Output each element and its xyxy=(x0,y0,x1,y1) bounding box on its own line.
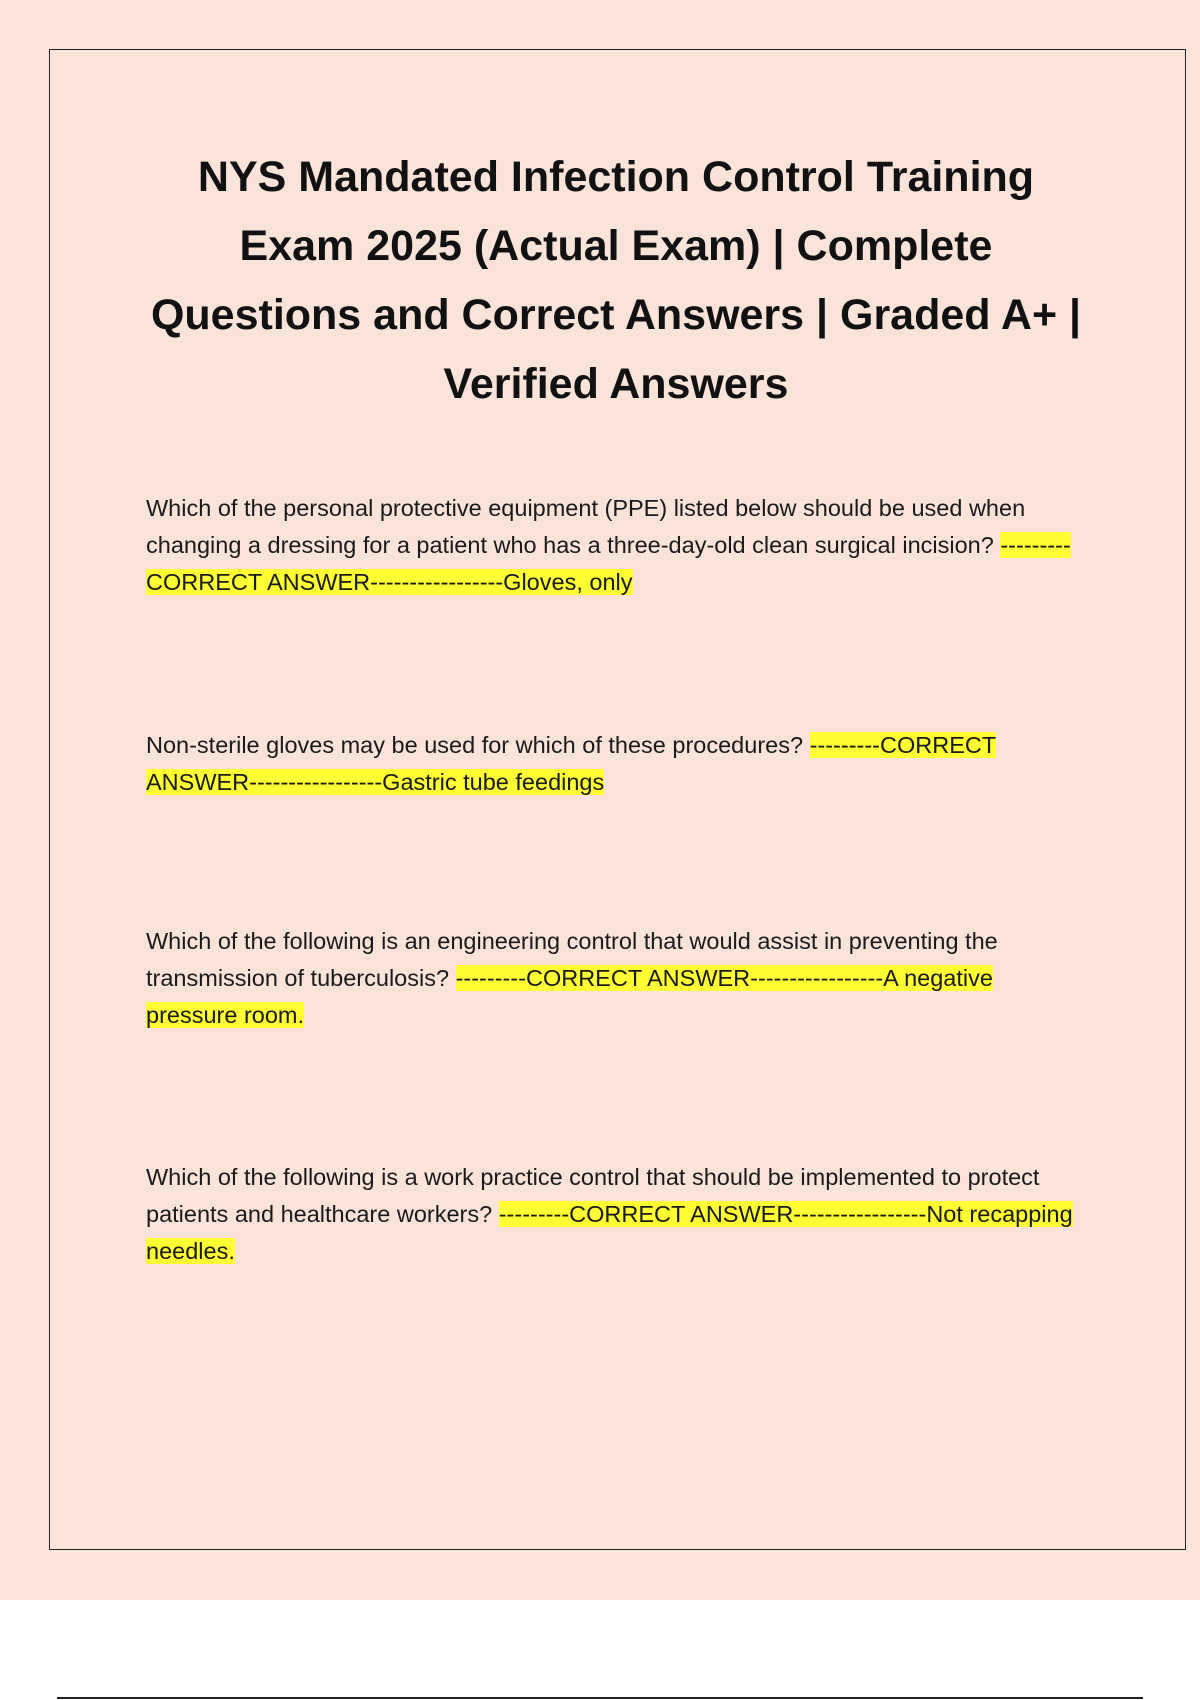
footer-divider xyxy=(57,1697,1143,1699)
question-text: Which of the personal protective equipment (PPE) listed below should be used when changing a dressing for a patient who has a three-day-old clean surgical incision? xyxy=(146,495,1026,558)
answer-highlight: ---------CORRECT ANSWER-----------------Gloves, only xyxy=(146,532,1071,595)
answer-highlight: ---------CORRECT ANSWER-----------------Not recapping needles. xyxy=(146,1201,1073,1264)
question-text: Which of the following is an engineering control that would assist in preventing the transmission of tuberculosis? xyxy=(146,928,998,991)
answer-highlight: ---------CORRECT ANSWER-----------------Gastric tube feedings xyxy=(146,732,997,795)
question-item xyxy=(146,923,1076,1034)
question-item xyxy=(146,490,1076,601)
question-item xyxy=(146,727,1076,801)
question-item xyxy=(146,1159,1076,1270)
question-text: Non-sterile gloves may be used for which of these procedures? xyxy=(146,732,810,758)
answer-highlight: ---------CORRECT ANSWER-----------------A negative pressure room. xyxy=(146,965,993,1028)
question-text: Which of the following is a work practice control that should be implemented to protect patients and healthcare workers? xyxy=(146,1164,1040,1227)
document-title: NYS Mandated Infection Control Training Exam 2025 (Actual Exam) | Complete Questions and Correct Answers | Graded A+ | Verified Answers xyxy=(150,153,1082,408)
